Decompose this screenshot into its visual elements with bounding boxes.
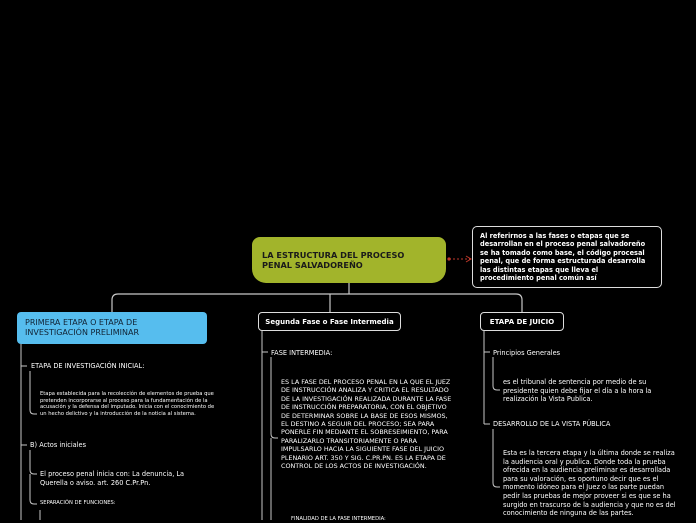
branch-segunda-fase[interactable]: Segunda Fase o Fase Intermedia	[258, 312, 401, 331]
detail-fase-intermedia[interactable]: ES LA FASE DEL PROCESO PENAL EN LA QUE EL JUEZ DE INSTRUCCIÓN ANALIZA Y CRITICA EL RESULTADO DE LA INVESTIGACIÓN REALIZADA DURANTE LA FASE DE INSTRUCCIÓN PREPARATORIA, CON EL OBJETIVO DE DETERMINAR SOBRE LA BASE DE ESOS MISMOS, EL DESTINO A SEGUIR DEL PROCESO; SEA PARA PONERLE FIN MEDIANTE EL SOBRESEIMIENTO, PARA PARALIZARLO TRANSITORIAMENTE O PARA IMPULSARLO HACIA LA SIGUIENTE FASE DEL JUICIO PLENARIO ART. 350 Y SIG. C.PR.PN. ES LA ETAPA DE CONTROL DE LOS ACTOS DE INVESTIGACIÓN.	[281, 378, 452, 471]
topic-desarrollo-vista-publica[interactable]: DESARROLLO DE LA VISTA PÚBLICA	[493, 420, 611, 428]
detail-investigacion-inicial[interactable]: Etapa establecida para la recolección de elementos de prueba que pretenden incorporarse al proceso para la fundamentación de la acusación y la defensa del imputado. Inicia con el conocimiento de un hecho delictivo y la introducción de la noticia al sistema.	[40, 391, 215, 417]
topic-investigacion-inicial[interactable]: ETAPA DE INVESTIGACIÓN INICIAL:	[31, 362, 145, 370]
detail-principios-generales[interactable]: es el tribunal de sentencia por medio de su presidente quien debe fijar el día a la hora la realización la Vista Publica.	[503, 378, 652, 404]
central-topic[interactable]: LA ESTRUCTURA DEL PROCESO PENAL SALVADOREÑO	[252, 237, 446, 283]
topic-finalidad-fase-intermedia[interactable]: FINALIDAD DE LA FASE INTERMEDIA:	[291, 516, 386, 522]
branch-primera-etapa[interactable]: PRIMERA ETAPA O ETAPA DE INVESTIGACIÓN PRELIMINAR	[17, 312, 207, 344]
note-box[interactable]: Al referirnos a las fases o etapas que se desarrollan en el proceso penal salvadoreño se ha tomado como base, el código procesal penal, que de forma estructurada desarrolla las distintas etapas que lleva el procedimiento penal común así	[472, 226, 662, 288]
detail-actos-iniciales[interactable]: El proceso penal inicia con: La denuncia, La Querella o aviso. art. 260 C.Pr.Pn.	[40, 470, 185, 487]
detail-desarrollo-vista-publica[interactable]: Esta es la tercera etapa y la última donde se realiza la audiencia oral y publica. Donde toda la prueba ofrecida en la audiencia preliminar es desarrollada para su valoración, es oportuno decir que es el momento idóneo para el Juez o las parte puedan pedir las pruebas de mejor proveer si es que se ha surgido en trascurso de la audiencia y que no es del conocimiento de ninguna de las partes.	[503, 449, 676, 518]
topic-fase-intermedia[interactable]: FASE INTERMEDIA:	[271, 349, 333, 357]
topic-actos-iniciales[interactable]: B) Actos iniciales	[30, 441, 87, 449]
topic-separacion-funciones[interactable]: SEPARACIÓN DE FUNCIONES:	[40, 500, 116, 506]
topic-principios-generales[interactable]: Principios Generales	[493, 349, 561, 357]
branch-etapa-juicio[interactable]: ETAPA DE JUICIO	[480, 312, 564, 331]
